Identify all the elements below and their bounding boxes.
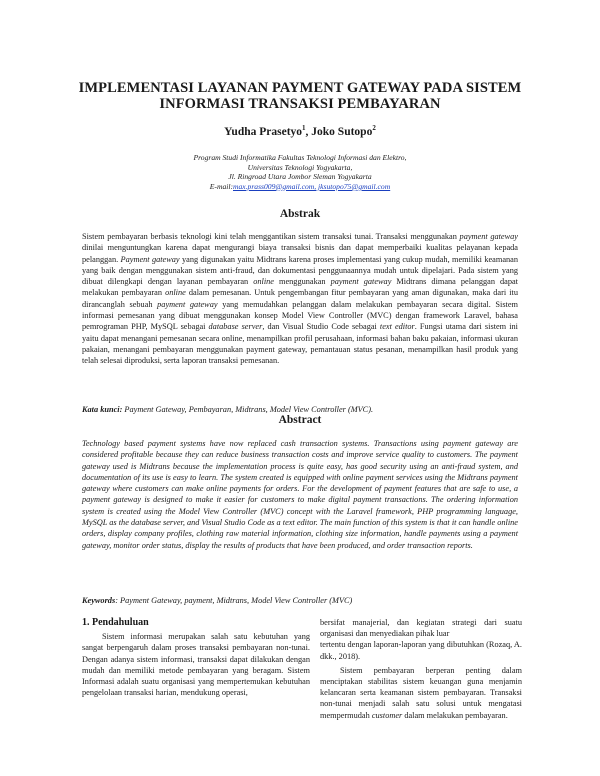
kata-kunci-label: Kata kunci:	[82, 405, 123, 414]
author-1: Yudha Prasetyo	[224, 125, 303, 138]
affiliation-line-2: Universitas Teknologi Yogyakarta,	[247, 162, 353, 172]
abstrak-heading: Abstrak	[279, 208, 321, 220]
section-1-right-p1a: bersifat manajerial, dan kegiatan strategi dari suatu organisasi dan menyediakan pihak luar	[320, 618, 522, 639]
author-1-sup: 1	[302, 124, 306, 132]
section-1-right-p1b: tertentu dengan laporan-laporan yang dibutuhkan (Rozaq, A. dkk., 2018).	[320, 640, 522, 661]
section-1-left-paragraph: Sistem informasi merupakan salah satu kebutuhan yang sangat berpengaruh dalam proses transaksi pembayaran non-tunai. Dengan adanya sistem informasi, transaksi dapat dilakukan dengan mudah dan memiliki metode pembayaran yang beragam. Sistem Informasi adalah suatu organisasi yang mempertemukan kebutuhan pengelolaan transaksi harian, mendukung operasi,	[82, 632, 310, 698]
email-prefix: E-mail:	[209, 181, 233, 191]
email-links[interactable]: max.prass009@gmail.com, jksutopo75@gmail.com	[233, 181, 391, 191]
paper-title: IMPLEMENTASI LAYANAN PAYMENT GATEWAY PADA SISTEM INFORMASI TRANSAKSI PEMBAYARAN	[78, 80, 522, 112]
keywords	[82, 596, 352, 605]
affiliation-line-3: Jl. Ringroad Utara Jombor Sleman Yogyakarta	[228, 172, 372, 182]
abstrak-text: Sistem pembayaran berbasis teknologi kini telah menggantikan sistem transaksi tunai. Transaksi menggunakan payment gateway dinilai menguntungkan karena dapat mengurangi biaya transaksi bisnis dan dapat memperbaiki kualitas pelayanan kepada pelanggan. Payment gateway yang digunakan yaitu Midtrans karena proses implementasi yang cukup mudah, memiliki keamanan yang baik dengan menggunakan sistem anti-fraud, dan dokumentasi penggunaannya mudah untuk dipelajari. Pada sistem yang dibuat dilengkapi dengan layanan pembayaran online menggunakan payment gateway Midtrans dimana pelanggan dapat melakukan pembayaran online dalam pemesanan. Untuk pengembangan fitur pembayaran yang aman digunakan, maka dari itu dirancanglah sebuah payment gateway yang memudahkan pelanggan dalam melakukan pembayaran secara digital. Sistem informasi pemesanan yang dibuat menggunakan konsep Model View Controller (MVC) dengan framework Laravel, bahasa pemrograman PHP, MySQL sebagai database server, dan Visual Studio Code sebagai text editor. Fungsi utama dari sistem ini yaitu dapat menangani pemesanan secara online, menampilkan profil perusahaan, informasi bahan baku pakaian, informasi ukuran pakaian, menangani pembayaran menggunakan payment gateway, pemantauan status pesanan, menampilkan hasil produk yang telah selesai diproduksi, serta laporan transaksi pemesanan.	[82, 232, 518, 366]
column-left	[82, 617, 310, 698]
section-1-right-p2: Sistem pembayaran berperan penting dalam menciptakan stabilitas sistem keuangan guna menjamin kelancaran serta keamanan sistem pembayaran. Transaksi non-tunai menjadi salah satu solusi untuk mengatasi mempermudah customer dalam melakukan pembayaran.	[320, 665, 522, 720]
affiliation-email	[100, 182, 500, 192]
author-separator: ,	[305, 125, 312, 138]
author-2: Joko Sutopo	[311, 125, 373, 138]
affiliation	[100, 153, 500, 191]
section-1-heading: 1. Pendahuluan	[82, 617, 149, 628]
affiliation-line-1: Program Studi Informatika Fakultas Teknologi Informasi dan Elektro,	[193, 153, 407, 162]
kata-kunci	[82, 405, 373, 414]
keywords-value: : Payment Gateway, payment, Midtrans, Model View Controller (MVC)	[115, 596, 353, 605]
column-right	[320, 617, 522, 721]
author-2-sup: 2	[372, 124, 376, 132]
abstract-heading: Abstract	[278, 414, 322, 426]
kata-kunci-value: Payment Gateway, Pembayaran, Midtrans, Model View Controller (MVC).	[122, 405, 374, 414]
keywords-label: Keywords	[82, 596, 116, 605]
authors	[60, 124, 540, 138]
abstract-text: Technology based payment systems have now replaced cash transaction systems. Transactions using payment gateway are considered profitable because they can reduce business transaction costs and improve service quality to customers. The payment gateway used is Midtrans because the implementation process is quite easy, has good security using an anti-fraud system, and documentation of its use is easy to learn. The system created is equipped with online payment services using the Midtrans payment gateway where customers can make online payments for orders. For the development of payment features that are safe to use, a payment gateway is designed to make it easier for customers to make digital payment transactions. The ordering information system is created using the Model View Controller (MVC) concept with the Laravel framework, PHP programming language, MySQL as the database server, and Visual Studio Code as a text editor. The main function of this system is that it can handle online orders, display company profiles, clothing raw material information, clothing size information, handle payments using a payment gateway, monitor order status, display the results of products that have been produced, and order transaction reports.	[82, 439, 518, 550]
